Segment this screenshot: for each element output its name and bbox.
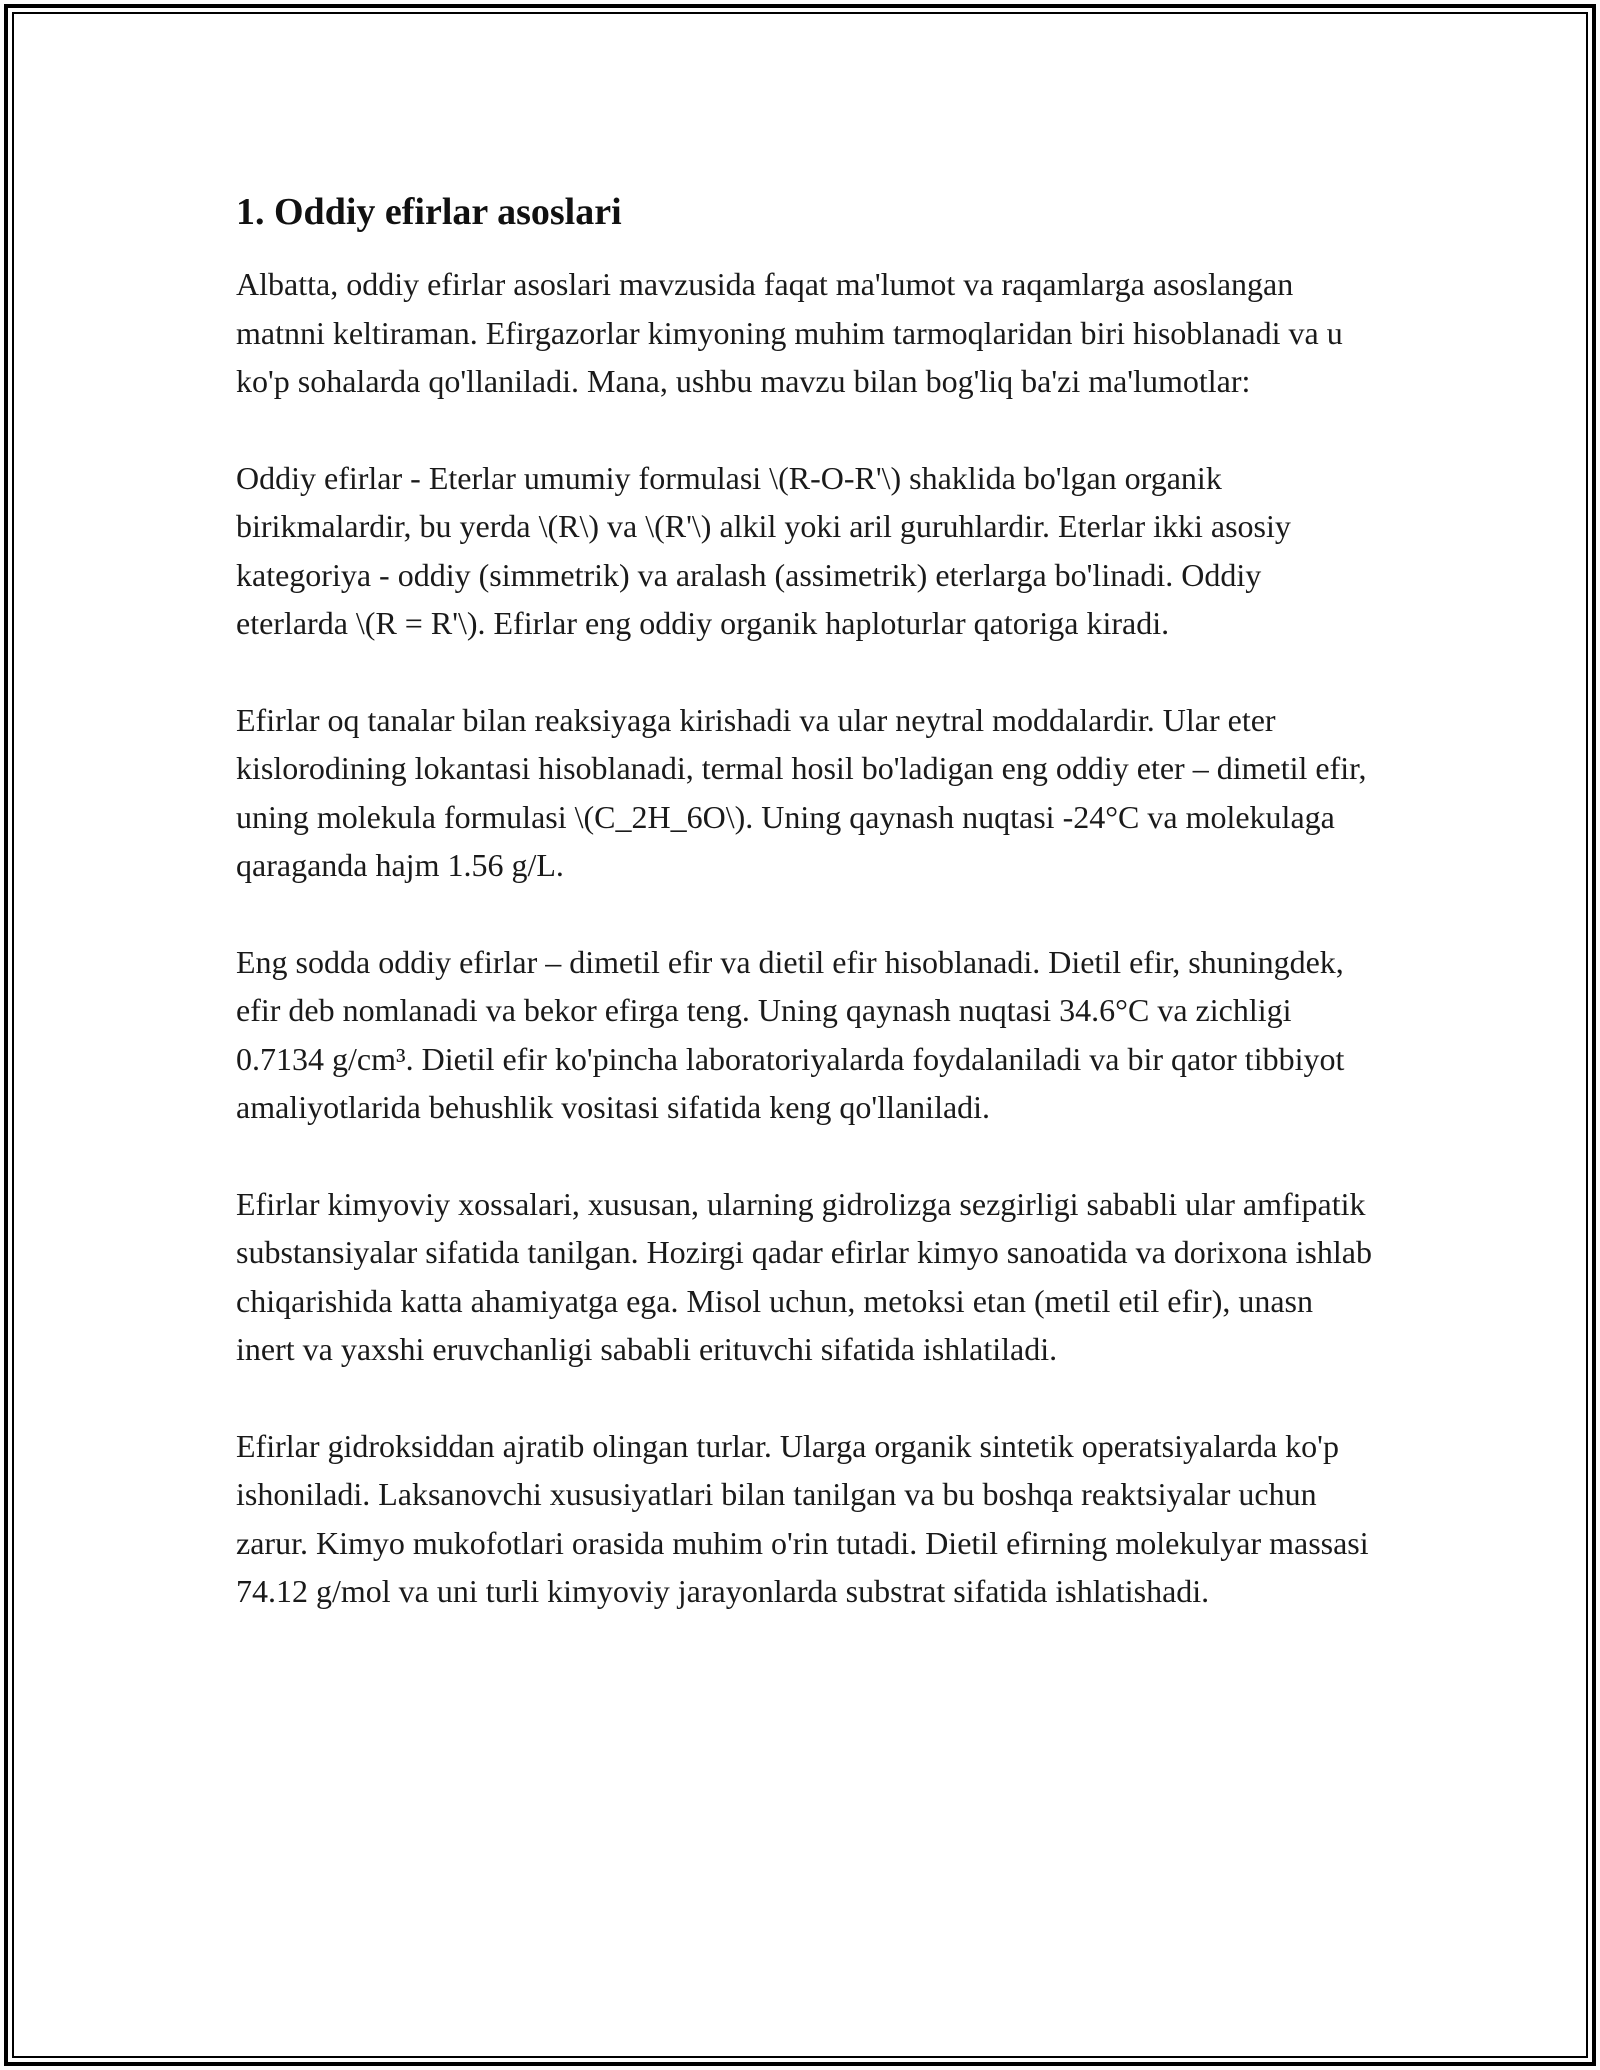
section-heading: 1. Oddiy efirlar asoslari (236, 191, 622, 233)
paragraph-dimethyl-ether: Efirlar oq tanalar bilan reaksiyaga kirishadi va ular neytral moddalardir. Ular eter kislorodining lokantasi hisoblanadi, termal hosil bo'ladigan eng oddiy eter – dimetil efir, uning molekula formulasi \(C_2H_6O\). Uning qaynash nuqtasi -24°C va molekulaga qaraganda hajm 1.56 g/L. (236, 701, 1367, 883)
paragraph-chemical-properties: Efirlar kimyoviy xossalari, xususan, ularning gidrolizga sezgirligi sababli ular amfipatik substansiyalar sifatida tanilgan. Hozirgi qadar efirlar kimyo sanoatida va dorixona ishlab chiqarishida katta ahamiyatga ega. Misol uchun, metoksi etan (metil etil efir), unasn inert va yaxshi eruvchanligi sababli erituvchi sifatida ishlatiladi. (236, 1185, 1372, 1367)
paragraph-definition: Oddiy efirlar - Eterlar umumiy formulasi \(R-O-R'\) shaklida bo'lgan organik birikmalardir, bu yerda \(R\) va \(R'\) alkil yoki aril guruhlardir. Eterlar ikki asosiy kategoriya - oddiy (simmetrik) va aralash (assimetrik) eterlarga bo'linadi. Oddiy eterlarda \(R = R'\). Efirlar eng oddiy organik haploturlar qatoriga kiradi. (236, 459, 1291, 641)
document-body (236, 186, 1376, 1664)
paragraph-diethyl-ether: Eng sodda oddiy efirlar – dimetil efir va dietil efir hisoblanadi. Dietil efir, shuningdek, efir deb nomlanadi va bekor efirga teng. Uning qaynash nuqtasi 34.6°C va zichligi 0.7134 g/cm³. Dietil efir ko'pincha laboratoriyalarda foydalaniladi va bir qator tibbiyot amaliyotlarida behushlik vositasi sifatida keng qo'llaniladi. (236, 943, 1345, 1125)
paragraph-applications: Efirlar gidroksiddan ajratib olingan turlar. Ularga organik sintetik operatsiyalarda ko'p ishoniladi. Laksanovchi xususiyatlari bilan tanilgan va bu boshqa reaktsiyalar uchun zarur. Kimyo mukofotlari orasida muhim o'rin tutadi. Dietil efirning molekulyar massasi 74.12 g/mol va uni turli kimyoviy jarayonlarda substrat sifatida ishlatishadi. (236, 1427, 1369, 1609)
paragraph-intro: Albatta, oddiy efirlar asoslari mavzusida faqat ma'lumot va raqamlarga asoslangan matnni keltiraman. Efirgazorlar kimyoning muhim tarmoqlaridan biri hisoblanadi va u ko'p sohalarda qo'llaniladi. Mana, ushbu mavzu bilan bog'liq ba'zi ma'lumotlar: (236, 266, 1343, 399)
